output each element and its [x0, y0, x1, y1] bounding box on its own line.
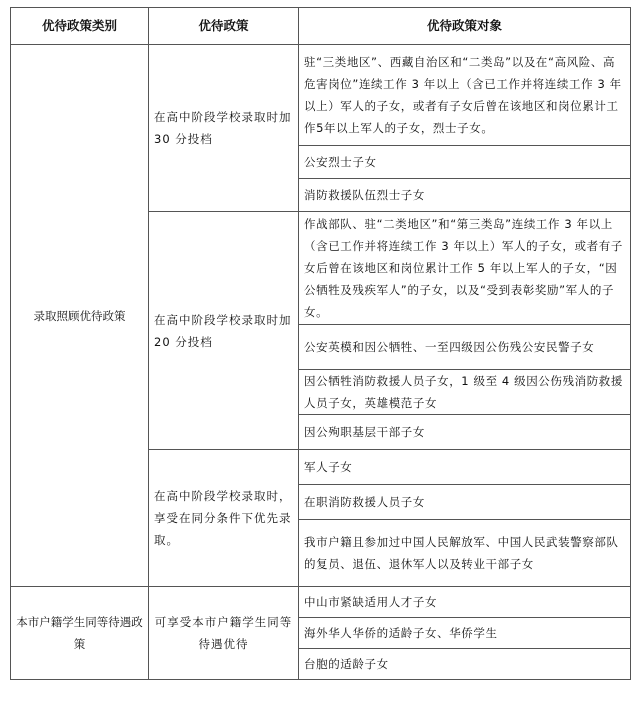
- target-cell: 海外华人华侨的适龄子女、华侨学生: [299, 618, 631, 649]
- policy-cell: 在高中阶段学校录取时加 20 分投档: [149, 212, 299, 450]
- table-row: [11, 45, 631, 146]
- table-row: [11, 587, 631, 618]
- policy-cell: 在高中阶段学校录取时，享受在同分条件下优先录取。: [149, 450, 299, 587]
- target-cell: 公安英模和因公牺牲、一至四级因公伤残公安民警子女: [299, 325, 631, 370]
- target-cell: 驻“三类地区”、西藏自治区和“二类岛”以及在“高风险、高危害岗位”连续工作 3 年以上（含已工作并将连续工作 3 年以上）军人的子女，或者有子女后曾在该地区和岗位累计工作5年以上军人的子女，烈士子女。: [299, 45, 631, 146]
- target-cell: 公安烈士子女: [299, 146, 631, 179]
- header-row: [11, 8, 631, 45]
- header-policy: 优待政策: [149, 8, 299, 45]
- policy-table: [10, 7, 631, 680]
- policy-cell: 可享受本市户籍学生同等待遇优待: [149, 587, 299, 680]
- target-cell: 在职消防救援人员子女: [299, 485, 631, 520]
- target-cell: 军人子女: [299, 450, 631, 485]
- category-cell: 录取照顾优待政策: [11, 45, 149, 587]
- header-category: 优待政策类别: [11, 8, 149, 45]
- target-cell: 我市户籍且参加过中国人民解放军、中国人民武装警察部队的复员、退伍、退休军人以及转业干部子女: [299, 520, 631, 587]
- header-target: 优待政策对象: [299, 8, 631, 45]
- target-cell: 作战部队、驻“二类地区”和“第三类岛”连续工作 3 年以上（含已工作并将连续工作 3 年以上）军人的子女，或者有子女后曾在该地区和岗位累计工作 5 年以上军人的子女，“因公牺牲及残疾军人”的子女，以及“受到表彰奖励”军人的子女。: [299, 212, 631, 325]
- target-cell: 台胞的适龄子女: [299, 649, 631, 680]
- target-cell: 因公殉职基层干部子女: [299, 415, 631, 450]
- target-cell: 因公牺牲消防救援人员子女，1 级至 4 级因公伤残消防救援人员子女，英雄模范子女: [299, 370, 631, 415]
- target-cell: 消防救援队伍烈士子女: [299, 179, 631, 212]
- policy-cell: 在高中阶段学校录取时加 30 分投档: [149, 45, 299, 212]
- target-cell: 中山市紧缺适用人才子女: [299, 587, 631, 618]
- category-cell: 本市户籍学生同等待遇政策: [11, 587, 149, 680]
